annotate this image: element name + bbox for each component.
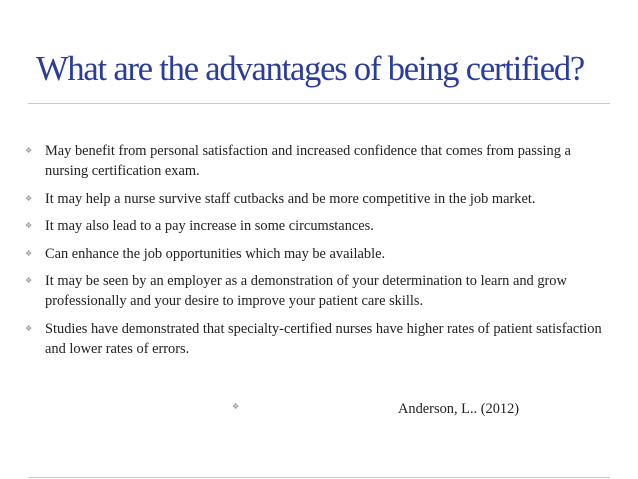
bullet-text: It may be seen by an employer as a demonstration of your determination to learn and grow professionally and your desire to improve your patient care skills.	[45, 273, 567, 310]
bullet-icon: ❖	[25, 276, 33, 286]
title-divider	[28, 103, 610, 104]
citation-text: Anderson, L.. (2012)	[398, 401, 520, 417]
bullet-text: May benefit from personal satisfaction and increased confidence that comes from passing a nursing certification exam.	[45, 143, 571, 180]
bullet-icon: ❖	[25, 193, 33, 203]
citation-line	[0, 399, 638, 421]
bullet-icon: ❖	[25, 146, 33, 155]
bullet-icon: ❖	[232, 402, 240, 411]
bullet-item	[25, 216, 604, 236]
bottom-divider	[28, 477, 610, 478]
bullet-icon: ❖	[25, 248, 33, 258]
bullet-text: It may also lead to a pay increase in some circumstances.	[45, 218, 374, 235]
bullet-text: Can enhance the job opportunities which may be available.	[45, 245, 386, 262]
bullet-text: Studies have demonstrated that specialty-certified nurses have higher rates of patient satisfaction and lower rates of errors.	[45, 320, 602, 358]
bullet-item	[25, 189, 604, 209]
bullet-item	[25, 244, 604, 264]
bullet-item	[25, 271, 604, 312]
bullet-list	[25, 141, 604, 367]
slide-title: What are the advantages of being certified?	[36, 50, 585, 88]
bullet-icon: ❖	[25, 221, 33, 231]
bullet-text: It may help a nurse survive staff cutbacks and be more competitive in the job market.	[45, 190, 536, 207]
bullet-icon: ❖	[25, 323, 33, 333]
bullet-item	[25, 141, 604, 182]
bullet-item	[25, 319, 604, 360]
